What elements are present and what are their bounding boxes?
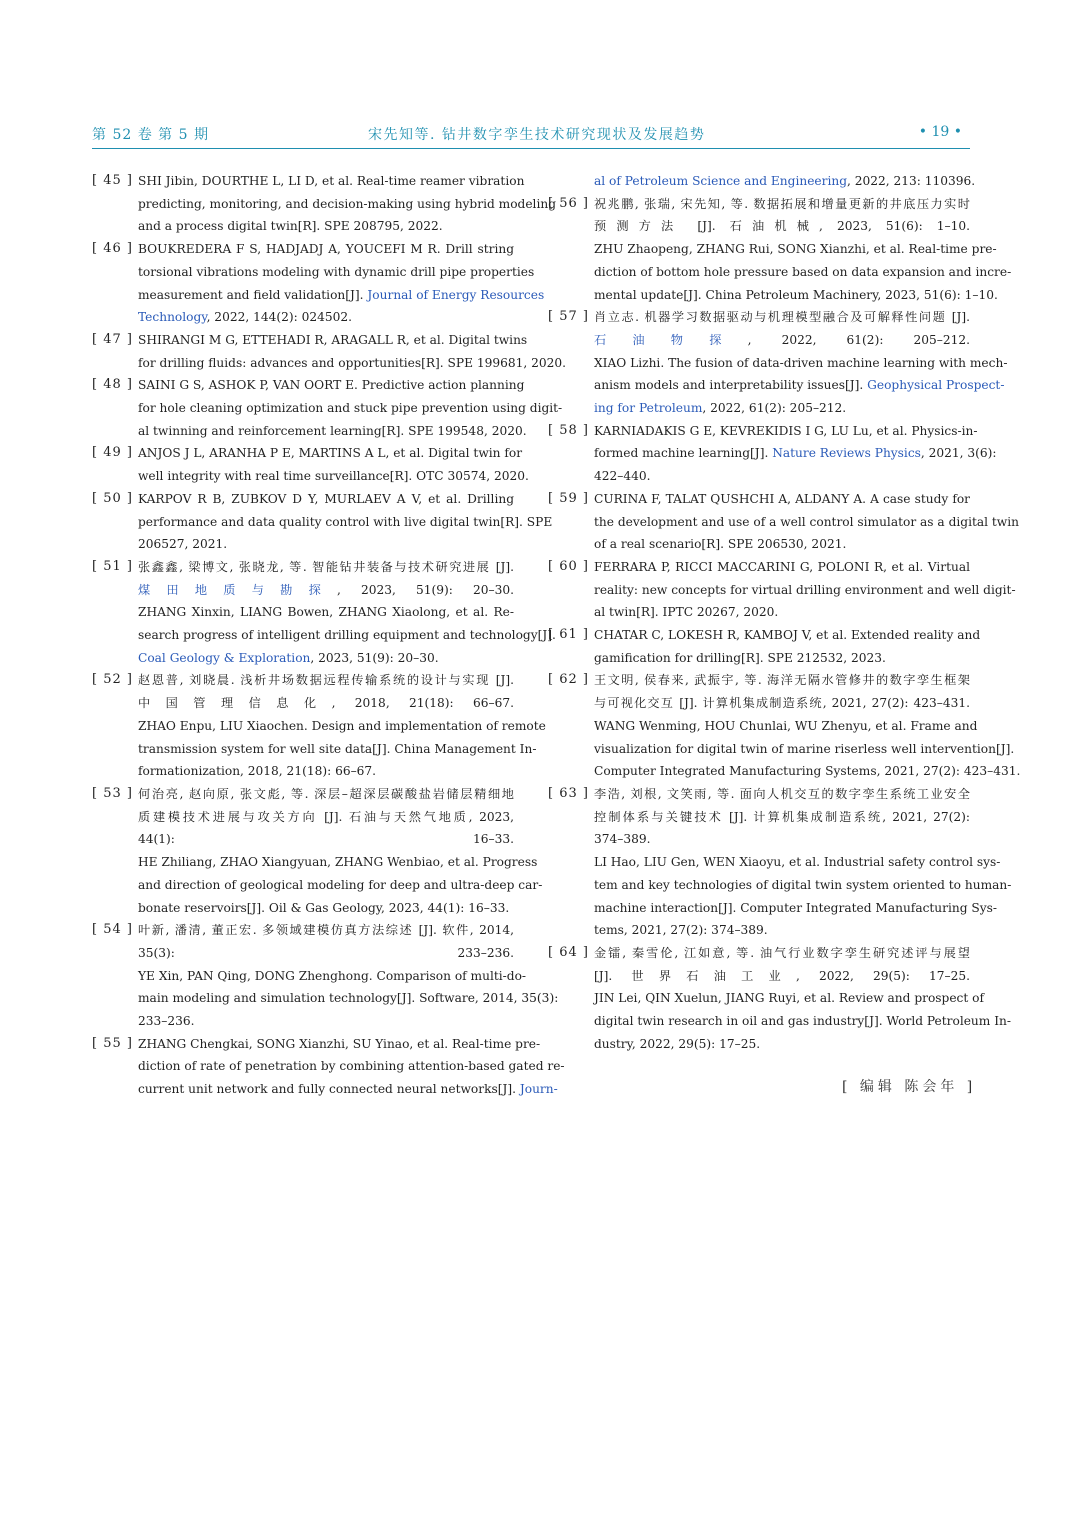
reference-item (548, 556, 1016, 624)
reference-text: and a process digital twin[R]. SPE 208795, 2022. (138, 219, 443, 234)
reference-line (138, 215, 514, 238)
reference-line (138, 442, 523, 465)
reference-item (92, 919, 559, 1033)
reference-line (138, 374, 525, 397)
journal-title-link: Nature Reviews Physics (772, 446, 921, 461)
reference-line (594, 193, 970, 216)
reference-line (138, 760, 514, 783)
reference-text: ZHU Zhaopeng, ZHANG Rui, SONG Xianzhi, et al. Real-time pre- (594, 242, 997, 257)
reference-line (138, 828, 514, 851)
reference-text: CURINA F, TALAT QUSHCHI A, ALDANY A. A case study for (594, 491, 970, 506)
reference-line (138, 919, 514, 942)
reference-number: [ 59 ] (548, 490, 589, 506)
reference-text: 质建模技术进展与攻关方向 [J]. 石油与天然气地质, 2023, (138, 809, 514, 824)
reference-text: KARNIADAKIS G E, KEVREKIDIS I G, LU Lu, et al. Physics-in- (594, 423, 978, 438)
reference-text: formed machine learning[J]. (594, 446, 773, 461)
reference-number: [ 61 ] (548, 627, 589, 643)
reference-line (138, 783, 514, 806)
reference-text: 与可视化交互 [J]. 计算机集成制造系统, 2021, 27(2): 423–431. (594, 696, 970, 711)
reference-line (138, 170, 525, 193)
reference-line (138, 1055, 565, 1078)
reference-text: torsional vibrations modeling with dynamic drill pipe properties (138, 264, 535, 279)
reference-text: and direction of geological modeling for deep and ultra-deep car- (138, 877, 543, 892)
references-right-column (548, 170, 1021, 1055)
reference-line (138, 238, 514, 261)
reference-text: mental update[J]. China Petroleum Machinery, 2023, 51(6): 1–10. (594, 287, 998, 302)
reference-text: 祝兆鹏, 张瑞, 宋先知, 等. 数据拓展和增量更新的井底压力实时 (594, 196, 970, 211)
reference-line (138, 965, 527, 988)
page-number: • 19 • (918, 124, 962, 140)
reference-line (594, 352, 1008, 375)
journal-title-link: ing for Petroleum (594, 401, 703, 416)
reference-line (594, 965, 970, 988)
reference-text: search progress of intelligent drilling equipment and technology[J]. (138, 628, 556, 643)
reference-number: [ 53 ] (92, 785, 133, 801)
reference-line (138, 738, 537, 761)
reference-line (594, 919, 970, 942)
reference-line (138, 329, 528, 352)
reference-item (92, 783, 543, 919)
reference-number: [ 49 ] (92, 445, 133, 461)
journal-title-link: 煤田地质与勘探 (138, 582, 338, 597)
reference-line (138, 284, 545, 307)
reference-line (594, 420, 978, 443)
reference-text: anism models and interpretability issues[J]. (594, 378, 868, 393)
reference-line (594, 987, 985, 1010)
reference-line (138, 715, 546, 738)
reference-line (594, 897, 998, 920)
reference-text: predicting, monitoring, and decision-making using hybrid modeling (138, 196, 556, 211)
reference-text: [J]. 世界石油工业, 2022, 29(5): 17–25. (594, 968, 970, 983)
reference-text: for drilling fluids: advances and opportunities[R]. SPE 199681, 2020. (138, 355, 567, 370)
reference-line (594, 170, 976, 193)
reference-text: 李浩, 刘根, 文笑雨, 等. 面向人机交互的数字孪生系统工业安全 (594, 786, 970, 801)
reference-line (594, 556, 970, 579)
reference-number: [ 52 ] (92, 672, 133, 688)
reference-text: 肖立志. 机器学习数据驱动与机理模型融合及可解释性问题 [J]. (594, 310, 970, 325)
reference-line (594, 715, 978, 738)
reference-text: measurement and field validation[J]. (138, 287, 368, 302)
reference-line (594, 806, 970, 829)
reference-line (594, 851, 1001, 874)
reference-text: LI Hao, LIU Gen, WEN Xiaoyu, et al. Industrial safety control sys- (594, 855, 1001, 870)
article-running-title: 宋先知等. 钻井数字孪生技术研究现状及发展趋势 (368, 127, 706, 143)
reference-line (594, 397, 970, 420)
reference-item (548, 488, 1019, 556)
reference-text: gamification for drilling[R]. SPE 212532, 2023. (594, 650, 886, 665)
reference-text: KARPOV R B, ZUBKOV D Y, MURLAEV A V, et al. Drilling (138, 491, 514, 506)
reference-item (92, 556, 556, 670)
reference-line (138, 1033, 541, 1056)
reference-text: SAINI G S, ASHOK P, VAN OORT E. Predictive action planning (138, 378, 525, 393)
reference-text: SHIRANGI M G, ETTEHADI R, ARAGALL R, et al. Digital twins (138, 332, 528, 347)
reference-number: [ 64 ] (548, 944, 589, 960)
reference-line (594, 465, 970, 488)
reference-line (138, 533, 514, 556)
reference-number: [ 62 ] (548, 672, 589, 688)
reference-line (594, 511, 1019, 534)
reference-text: , 2022, 213: 110396. (847, 174, 976, 188)
reference-text: ZHAO Enpu, LIU Xiaochen. Design and implementation of remote (138, 718, 546, 733)
reference-text: the development and use of a well control simulator as a digital twin (594, 514, 1019, 529)
reference-line (138, 692, 514, 715)
reference-line (138, 987, 559, 1010)
reference-number: [ 63 ] (548, 785, 589, 801)
reference-text: ANJOS J L, ARANHA P E, MARTINS A L, et al. Digital twin for (138, 446, 523, 461)
reference-line (594, 306, 970, 329)
reference-item (92, 442, 529, 487)
reference-line (138, 397, 563, 420)
reference-line (594, 738, 1015, 761)
reference-text: tems, 2021, 27(2): 374–389. (594, 923, 768, 938)
reference-text: dustry, 2022, 29(5): 17–25. (594, 1036, 761, 1051)
journal-title-link: al of Petroleum Science and Engineering (594, 174, 848, 188)
reference-number: [ 45 ] (92, 173, 133, 188)
reference-item (92, 488, 553, 556)
reference-item (92, 669, 546, 783)
reference-text: al twin[R]. IPTC 20267, 2020. (594, 605, 779, 620)
reference-text: JIN Lei, QIN Xuelun, JIANG Ruyi, et al. Review and prospect of (594, 991, 985, 1006)
reference-line (594, 374, 1005, 397)
reference-text: diction of bottom hole pressure based on data expansion and incre- (594, 264, 1012, 279)
reference-line (594, 442, 997, 465)
reference-text: CHATAR C, LOKESH R, KAMBOJ V, et al. Extended reality and (594, 628, 981, 643)
reference-line (594, 329, 970, 352)
reference-item (548, 783, 1012, 942)
reference-item (92, 170, 556, 238)
reference-text: tem and key technologies of digital twin system oriented to human- (594, 877, 1012, 892)
reference-text: 233–236. (138, 1014, 195, 1029)
reference-number: [ 47 ] (92, 331, 133, 347)
reference-line (138, 669, 514, 692)
reference-text: ZHANG Xinxin, LIANG Bowen, ZHANG Xiaolong, et al. Re- (138, 605, 514, 620)
reference-item (92, 238, 545, 329)
reference-text: Computer Integrated Manufacturing Systems, 2021, 27(2): 423–431. (594, 764, 1021, 779)
reference-text: , 2022, 61(2): 205–212. (747, 332, 971, 347)
reference-line (594, 284, 998, 307)
reference-number: [ 46 ] (92, 241, 133, 257)
reference-text: 张鑫鑫, 梁博文, 张晓龙, 等. 智能钻井装备与技术研究进展 [J]. (138, 559, 514, 574)
journal-volume-issue: 第 52 卷 第 5 期 (92, 127, 209, 143)
reference-line (138, 897, 514, 920)
reference-line (594, 647, 970, 670)
reference-line (594, 215, 970, 238)
reference-text: formationization, 2018, 21(18): 66–67. (138, 764, 377, 779)
reference-line (594, 579, 1016, 602)
reference-line (138, 1010, 514, 1033)
reference-line (138, 806, 514, 829)
journal-title-link: Journ- (519, 1082, 558, 1097)
reference-line (594, 533, 970, 556)
reference-line (594, 760, 1021, 783)
reference-line (594, 692, 970, 715)
reference-text: digital twin research in oil and gas industry[J]. World Petroleum In- (594, 1014, 1011, 1029)
reference-number: [ 51 ] (92, 558, 133, 574)
reference-item (548, 624, 981, 669)
reference-item (92, 1033, 565, 1101)
journal-title-link: Coal Geology & Exploration (138, 650, 311, 665)
reference-item (548, 669, 1021, 783)
reference-text: 控制体系与关键技术 [J]. 计算机集成制造系统, 2021, 27(2): (594, 809, 970, 824)
reference-item (548, 193, 1012, 307)
reference-text: well integrity with real time surveillance[R]. OTC 30574, 2020. (138, 469, 529, 484)
reference-number: [ 55 ] (92, 1035, 133, 1051)
reference-text: 374–389. (594, 832, 651, 847)
reference-line (138, 624, 556, 647)
reference-text: performance and data quality control with live digital twin[R]. SPE (138, 514, 553, 529)
reference-text: HE Zhiliang, ZHAO Xiangyuan, ZHANG Wenbiao, et al. Progress (138, 855, 538, 870)
reference-line (138, 942, 514, 965)
reference-text: diction of rate of penetration by combining attention-based gated re- (138, 1059, 565, 1074)
reference-text: for hole cleaning optimization and stuck pipe prevention using digit- (138, 401, 563, 416)
reference-line (594, 669, 970, 692)
reference-text: YE Xin, PAN Qing, DONG Zhenghong. Comparison of multi-do- (138, 968, 527, 983)
reference-text: XIAO Lizhi. The fusion of data-driven machine learning with mech- (594, 355, 1008, 370)
running-header (92, 122, 970, 149)
reference-number: [ 56 ] (548, 195, 589, 211)
reference-text: , 2022, 61(2): 205–212. (702, 401, 847, 416)
reference-line (138, 1078, 558, 1101)
journal-title-link: Technology (138, 310, 207, 325)
reference-line (138, 556, 514, 579)
reference-line (138, 352, 567, 375)
reference-line (138, 851, 538, 874)
reference-text: , 2022, 144(2): 024502. (206, 310, 352, 325)
references-left-column (92, 170, 567, 1101)
reference-line (594, 624, 981, 647)
reference-line (594, 601, 970, 624)
reference-line (138, 601, 514, 624)
reference-line (138, 193, 556, 216)
reference-text: bonate reservoirs[J]. Oil & Gas Geology, 2023, 44(1): 16–33. (138, 900, 510, 915)
reference-text: of a real scenario[R]. SPE 206530, 2021. (594, 537, 847, 552)
reference-text: 35(3): 233–236. (138, 945, 514, 960)
reference-line (594, 1010, 1011, 1033)
reference-text: , 2023, 51(9): 20–30. (337, 582, 515, 597)
reference-line (594, 828, 970, 851)
reference-text: transmission system for well site data[J]. China Management In- (138, 741, 537, 756)
editor-credit: [ 编辑 陈会年 ] (842, 1079, 977, 1095)
reference-text: SHI Jibin, DOURTHE L, LI D, et al. Real-time reamer vibration (138, 174, 525, 188)
reference-item (92, 374, 563, 442)
reference-text: 预测方法 [J]. 石油机械, 2023, 51(6): 1–10. (594, 219, 970, 234)
reference-text: 金镭, 秦雪伦, 江如意, 等. 油气行业数字孪生研究述评与展望 (594, 945, 970, 960)
reference-line (138, 579, 514, 602)
reference-text: 206527, 2021. (138, 537, 228, 552)
reference-line (138, 511, 553, 534)
journal-title-link: 石油物探 (594, 332, 748, 347)
reference-text: 王文明, 侯春来, 武振宇, 等. 海洋无隔水管修井的数字孪生框架 (594, 673, 970, 688)
reference-text: main modeling and simulation technology[J]. Software, 2014, 35(3): (138, 991, 559, 1006)
reference-item (92, 329, 567, 374)
reference-line (594, 488, 970, 511)
reference-item (548, 170, 976, 193)
reference-text: 何治亮, 赵向原, 张文彪, 等. 深层–超深层碳酸盐岩储层精细地 (138, 786, 514, 801)
reference-text: FERRARA P, RICCI MACCARINI G, POLONI R, et al. Virtual (594, 559, 970, 574)
reference-text: , 2021, 3(6): (920, 446, 997, 461)
reference-number: [ 50 ] (92, 490, 133, 506)
journal-title-link: Journal of Energy Resources (367, 287, 545, 302)
reference-item (548, 306, 1008, 420)
reference-number: [ 54 ] (92, 922, 133, 938)
reference-line (594, 238, 997, 261)
reference-text: current unit network and fully connected neural networks[J]. (138, 1082, 520, 1097)
reference-item (548, 942, 1011, 1056)
reference-text: machine interaction[J]. Computer Integrated Manufacturing Sys- (594, 900, 998, 915)
reference-text: 44(1): 16–33. (138, 832, 514, 847)
reference-text: 422–440. (594, 469, 651, 484)
reference-line (594, 261, 1012, 284)
reference-line (138, 306, 514, 329)
reference-text: BOUKREDERA F S, HADJADJ A, YOUCEFI M R. Drill string (138, 242, 514, 257)
reference-number: [ 57 ] (548, 309, 589, 325)
reference-item (548, 420, 997, 488)
reference-text: WANG Wenming, HOU Chunlai, WU Zhenyu, et al. Frame and (594, 718, 978, 733)
reference-text: reality: new concepts for virtual drilling environment and well digit- (594, 582, 1016, 597)
reference-text: , 2023, 51(9): 20–30. (310, 650, 439, 665)
reference-text: 赵恩普, 刘晓晨. 浅析井场数据远程传输系统的设计与实现 [J]. (138, 673, 514, 688)
reference-line (138, 261, 535, 284)
reference-line (594, 942, 970, 965)
reference-number: [ 60 ] (548, 558, 589, 574)
reference-line (594, 874, 1012, 897)
reference-line (138, 420, 527, 443)
reference-text: ZHANG Chengkai, SONG Xianzhi, SU Yinao, et al. Real-time pre- (138, 1036, 541, 1051)
reference-line (594, 783, 970, 806)
reference-line (138, 465, 529, 488)
reference-line (138, 647, 514, 670)
reference-line (138, 874, 543, 897)
reference-text: al twinning and reinforcement learning[R]. SPE 199548, 2020. (138, 423, 527, 438)
journal-title-link: Geophysical Prospect- (867, 378, 1005, 393)
reference-text: visualization for digital twin of marine riserless well intervention[J]. (594, 741, 1015, 756)
reference-line (594, 1033, 970, 1056)
reference-number: [ 58 ] (548, 422, 589, 438)
reference-text: 中国管理信息化, 2018, 21(18): 66–67. (138, 696, 514, 711)
reference-text: 叶新, 潘清, 董正宏. 多领域建模仿真方法综述 [J]. 软件, 2014, (138, 923, 514, 938)
reference-number: [ 48 ] (92, 377, 133, 393)
reference-line (138, 488, 514, 511)
